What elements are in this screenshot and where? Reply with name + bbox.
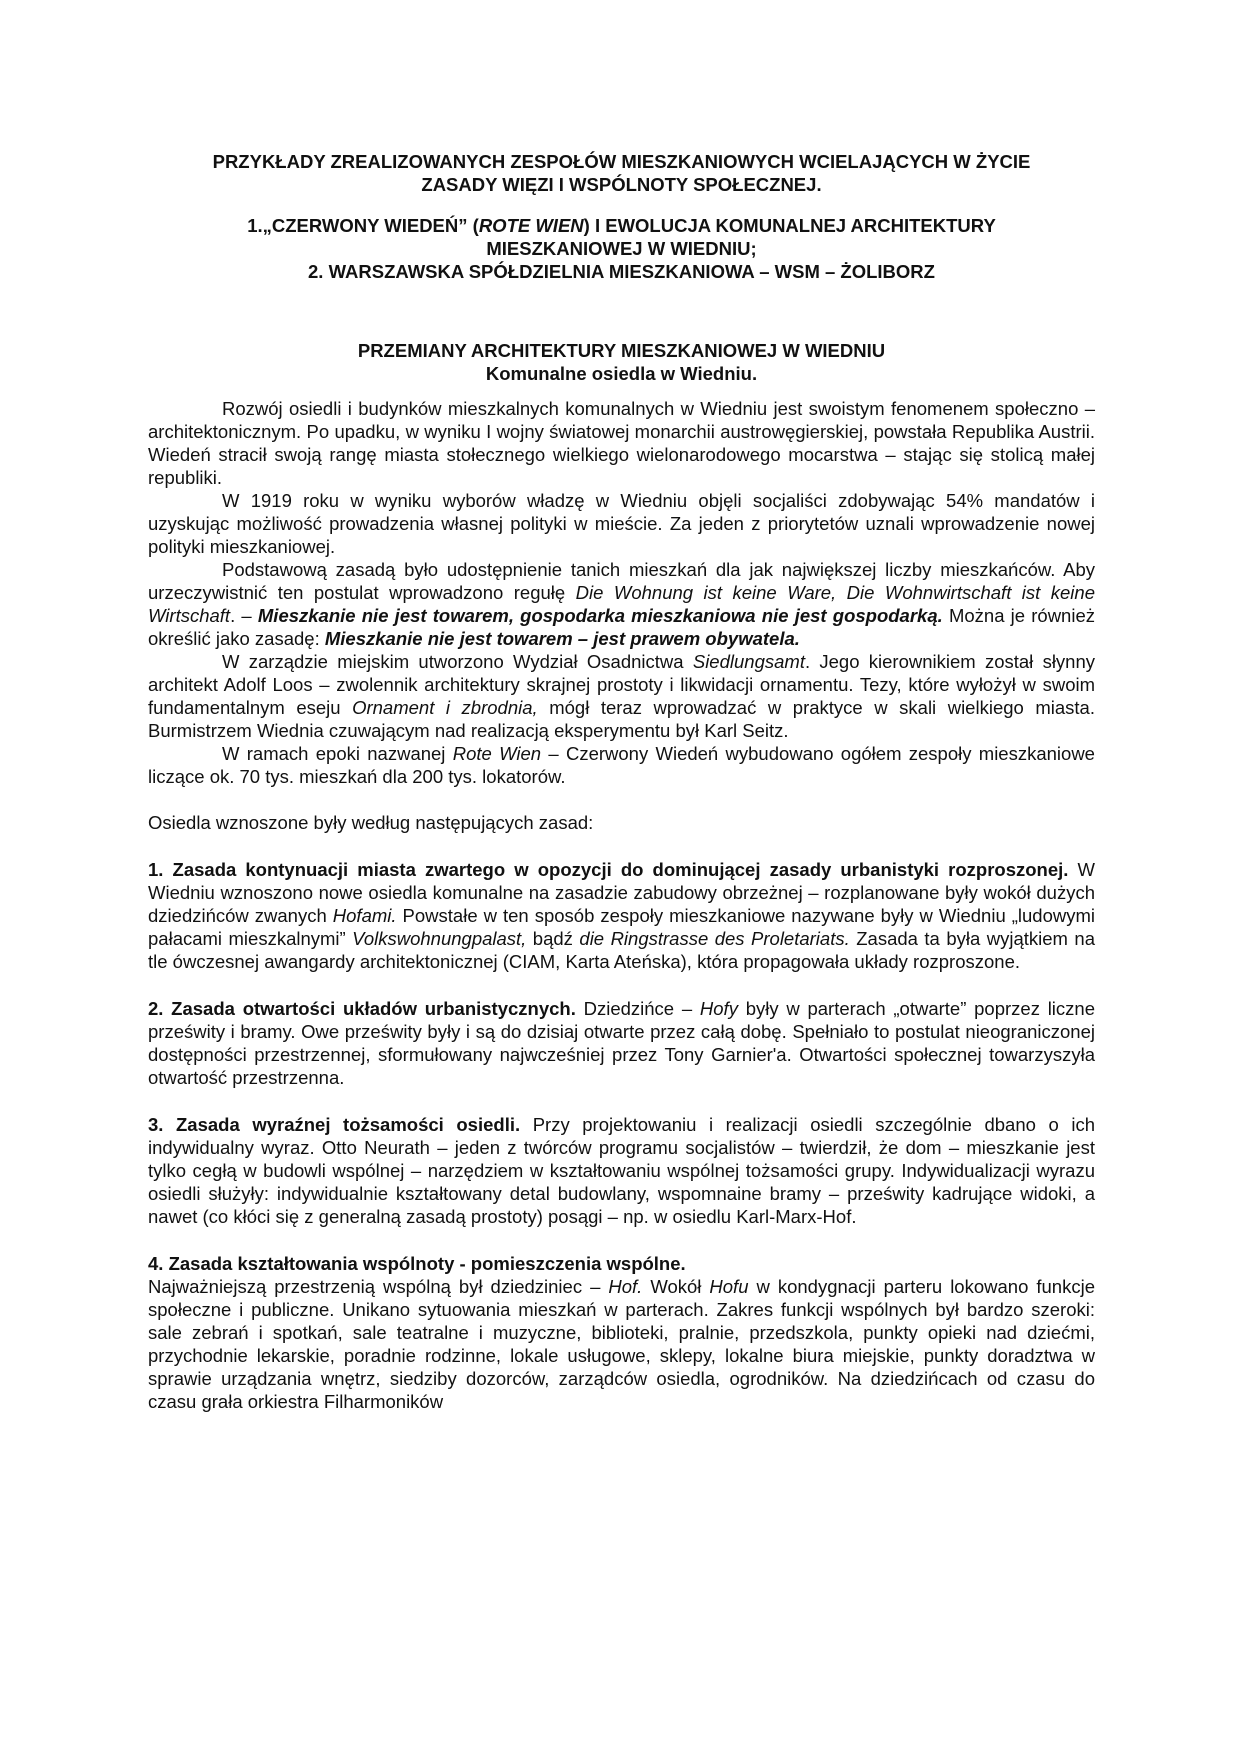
principle-2: 2. Zasada otwartości układów urbanistycznych. Dziedzińce – Hofy były w parterach „otwarte” poprzez liczne prześwity i bramy. Owe prześwity były i są do dzisiaj otwarte przez całą dobę. Spełniało to postulat nieograniczonej dostępności przestrzennej, sformułowany najwcześniej przez Tony Garnier'a. Otwartości społecznej towarzyszyła otwartość przestrzenna. [148, 998, 1095, 1088]
section-subheading: Komunalne osiedla w Wiedniu. [485, 363, 758, 384]
principle-4-heading: 4. Zasada kształtowania wspólnoty - pomieszczenia wspólne. [148, 1253, 686, 1274]
paragraph-4: W zarządzie miejskim utworzono Wydział Osadnictwa Siedlungsamt. Jego kierownikiem został słynny architekt Adolf Loos – zwolennik architektury skrajnej prostoty i likwidacji ornamentu. Tezy, które wyłożył w swoim fundamentalnym eseju Ornament i zbrodnia, mógł teraz wprowadzać w praktyce w skali wielkiego miasta. Burmistrzem Wiednia czuwającym nad realizacją eksperymentu był Karl Seitz. [148, 651, 1096, 741]
document-title [148, 150, 1095, 196]
title-line-1: PRZYKŁADY ZREALIZOWANYCH ZESPOŁÓW MIESZKANIOWYCH WCIELAJĄCYCH W ŻYCIE [212, 151, 1031, 172]
paragraph-5: W ramach epoki nazwanej Rote Wien – Czerwony Wiedeń wybudowano ogółem zespoły mieszkaniowe liczące ok. 70 tys. mieszkań dla 200 tys. lokatorów. [148, 743, 1095, 787]
paragraph-1: Rozwój osiedli i budynków mieszkalnych komunalnych w Wiedniu jest swoistym fenomenem społeczno – architektonicznym. Po upadku, w wyniku I wojny światowej monarchii austrowęgierskiej, powstała Republika Austrii. Wiedeń stracił swoją rangę miasta stołecznego wielkiego wielonarodowego mocarstwa – stając się stolicą małej republiki. [148, 398, 1095, 488]
paragraph-2: W 1919 roku w wyniku wyborów władzę w Wiedniu objęli socjaliści zdobywając 54% mandatów i uzyskując możliwość prowadzenia własnej polityki w mieście. Za jeden z priorytetów uznali wprowadzenie nowej polityki mieszkaniowej. [148, 490, 1095, 557]
principle-1: 1. Zasada kontynuacji miasta zwartego w opozycji do dominującej zasady urbanistyki rozproszonej. W Wiedniu wznoszono nowe osiedla komunalne na zasadzie zabudowy obrzeżnej – rozplanowane były wokół dużych dziedzińców zwanych Hofami. Powstałe w ten sposób zespoły mieszkaniowe nazywane były w Wiedniu „ludowymi pałacami mieszkalnymi” Volkswohnungpalast, bądź die Ringstrasse des Proletariats. Zasada ta była wyjątkiem na tle ówczesnej awangardy architektonicznej (CIAM, Karta Ateńska), która propagowała układy rozproszone. [148, 859, 1096, 972]
section-heading-block [148, 339, 1095, 385]
subtitle-line-3: 2. WARSZAWSKA SPÓŁDZIELNIA MIESZKANIOWA – WSM – ŻOLIBORZ [308, 261, 935, 282]
principle-4: Najważniejszą przestrzenią wspólną był dziedziniec – Hof. Wokół Hofu w kondygnacji parteru lokowano funkcje społeczne i publiczne. Unikano sytuowania mieszkań w parterach. Zakres funkcji wspólnych był bardzo szeroki: sale zebrań i spotkań, sale teatralne i muzyczne, biblioteki, pralnie, przedszkola, punkty opieki nad dziećmi, przychodnie lekarskie, poradnie rodzinne, lokale usługowe, sklepy, lokalne biura miejskie, punkty doradztwa w sprawie urządzania wnętrz, siedziby dozorców, zarządców osiedla, ogrodników. Na dziedzińcach od czasu do czasu grała orkiestra Filharmoników [148, 1276, 1095, 1412]
principles-intro: Osiedla wznoszone były według następujących zasad: [148, 812, 594, 833]
subtitle-line-1: 1.„CZERWONY WIEDEŃ” (ROTE WIEN) I EWOLUCJA KOMUNALNEJ ARCHITEKTURY [247, 215, 996, 236]
principle-3: 3. Zasada wyraźnej tożsamości osiedli. Przy projektowaniu i realizacji osiedli szczególnie dbano o ich indywidualny wyraz. Otto Neurath – jeden z twórców programu socjalistów – twierdził, że dom – mieszkanie jest tylko cegłą w budowli wspólnej – narzędziem w kształtowaniu wspólnej tożsamości grupy. Indywidualizacji wyrazu osiedli służyły: indywidualnie kształtowany detal budowlany, wspomnaine bramy – prześwity kadrujące widoki, a nawet (co kłóci się z generalną zasadą prostoty) posągi – np. w osiedlu Karl-Marx-Hof. [148, 1114, 1096, 1227]
subtitle-line-2: MIESZKANIOWEJ W WIEDNIU; [486, 238, 757, 259]
document-subtitle [148, 214, 1095, 283]
paragraph-3: Podstawową zasadą było udostępnienie tanich mieszkań dla jak największej liczby mieszkańców. Aby urzeczywistnić ten postulat wprowadzono regułę Die Wohnung ist keine Ware, Die Wohnwirtschaft ist keine Wirtschaft. – Mieszkanie nie jest towarem, gospodarka mieszkaniowa nie jest gospodarką. Można je również określić jako zasadę: Mieszkanie nie jest towarem – jest prawem obywatela. [148, 559, 1095, 649]
title-line-2: ZASADY WIĘZI I WSPÓLNOTY SPOŁECZNEJ. [421, 174, 822, 195]
section-heading: PRZEMIANY ARCHITEKTURY MIESZKANIOWEJ W WIEDNIU [357, 340, 886, 361]
